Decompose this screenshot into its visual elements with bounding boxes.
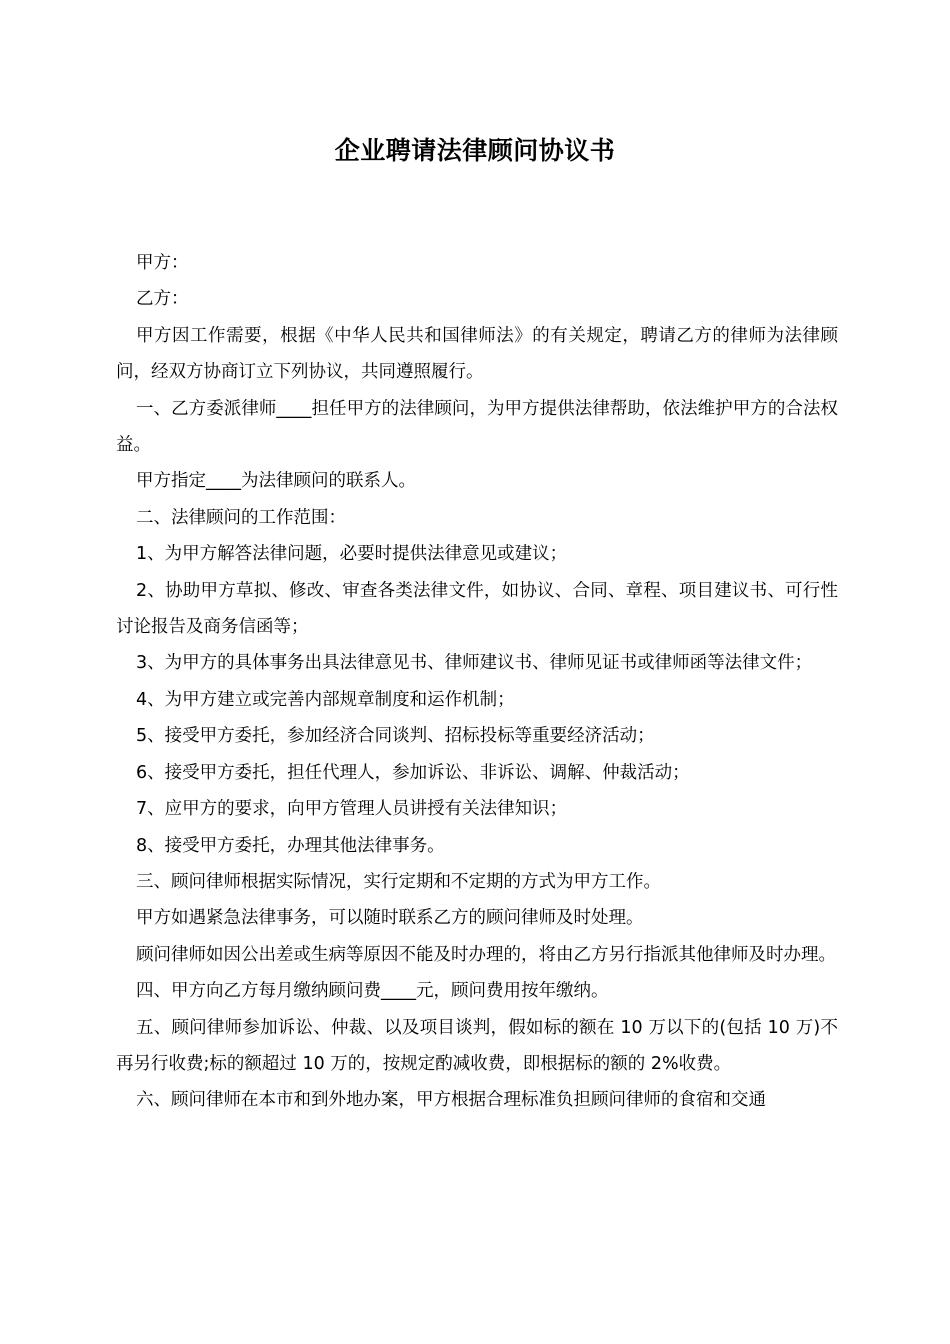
- scope-item-5: 5、接受甲方委托，参加经济合同谈判、招标投标等重要经济活动；: [136, 726, 655, 747]
- scope-item-4: 4、为甲方建立或完善内部规章制度和运作机制；: [136, 689, 515, 710]
- scope-item-8: 8、接受甲方委托，办理其他法律事务。: [136, 835, 445, 856]
- preamble-paragraph: 甲方因工作需要，根据《中华人民共和国律师法》的有关规定，聘请乙方的律师为法律顾问，经双方协商订立下列协议，共同遵照履行。: [116, 325, 838, 383]
- clause-1-paragraph: 一、乙方委派律师____担任甲方的法律顾问，为甲方提供法律帮助，依法维护甲方的合法权益。: [116, 398, 838, 456]
- clause-6-paragraph: 六、顾问律师在本市和到外地办案，甲方根据合理标准负担顾问律师的食宿和交通: [136, 1090, 766, 1111]
- clause-3-paragraph: 三、顾问律师根据实际情况，实行定期和不定期的方式为甲方工作。: [136, 871, 661, 892]
- party-b-line: 乙方：: [136, 289, 189, 310]
- clause-5-paragraph: 五、顾问律师参加诉讼、仲裁、以及项目谈判，假如标的额在 10 万以下的(包括 10 万)不再另行收费;标的额超过 10 万的，按规定酌减收费，即根据标的额的 2%收费。: [116, 1017, 838, 1074]
- scope-item-2: 2、协助甲方草拟、修改、审查各类法律文件，如协议、合同、章程、项目建议书、可行性讨论报告及商务信函等；: [116, 580, 838, 638]
- contact-person-paragraph: 甲方指定____为法律顾问的联系人。: [136, 471, 416, 492]
- scope-item-7: 7、应甲方的要求，向甲方管理人员讲授有关法律知识；: [136, 799, 568, 820]
- document-body: [116, 245, 838, 1119]
- scope-item-3: 3、为甲方的具体事务出具法律意见书、律师建议书、律师见证书或律师函等法律文件；: [136, 653, 813, 674]
- party-a-line: 甲方：: [136, 253, 189, 273]
- clause-4-paragraph: 四、甲方向乙方每月缴纳顾问费____元，顾问费用按年缴纳。: [136, 981, 609, 1002]
- scope-item-6: 6、接受甲方委托，担任代理人，参加诉讼、非诉讼、调解、仲裁活动；: [136, 762, 690, 783]
- scope-item-1: 1、为甲方解答法律问题，必要时提供法律意见或建议；: [136, 544, 568, 565]
- substitute-lawyer-paragraph: 顾问律师如因公出差或生病等原因不能及时办理的，将由乙方另行指派其他律师及时办理。: [136, 944, 836, 965]
- clause-2-heading: 二、法律顾问的工作范围：: [136, 507, 346, 528]
- urgent-matters-paragraph: 甲方如遇紧急法律事务，可以随时联系乙方的顾问律师及时处理。: [136, 908, 644, 929]
- document-title: 企业聘请法律顾问协议书: [334, 136, 616, 165]
